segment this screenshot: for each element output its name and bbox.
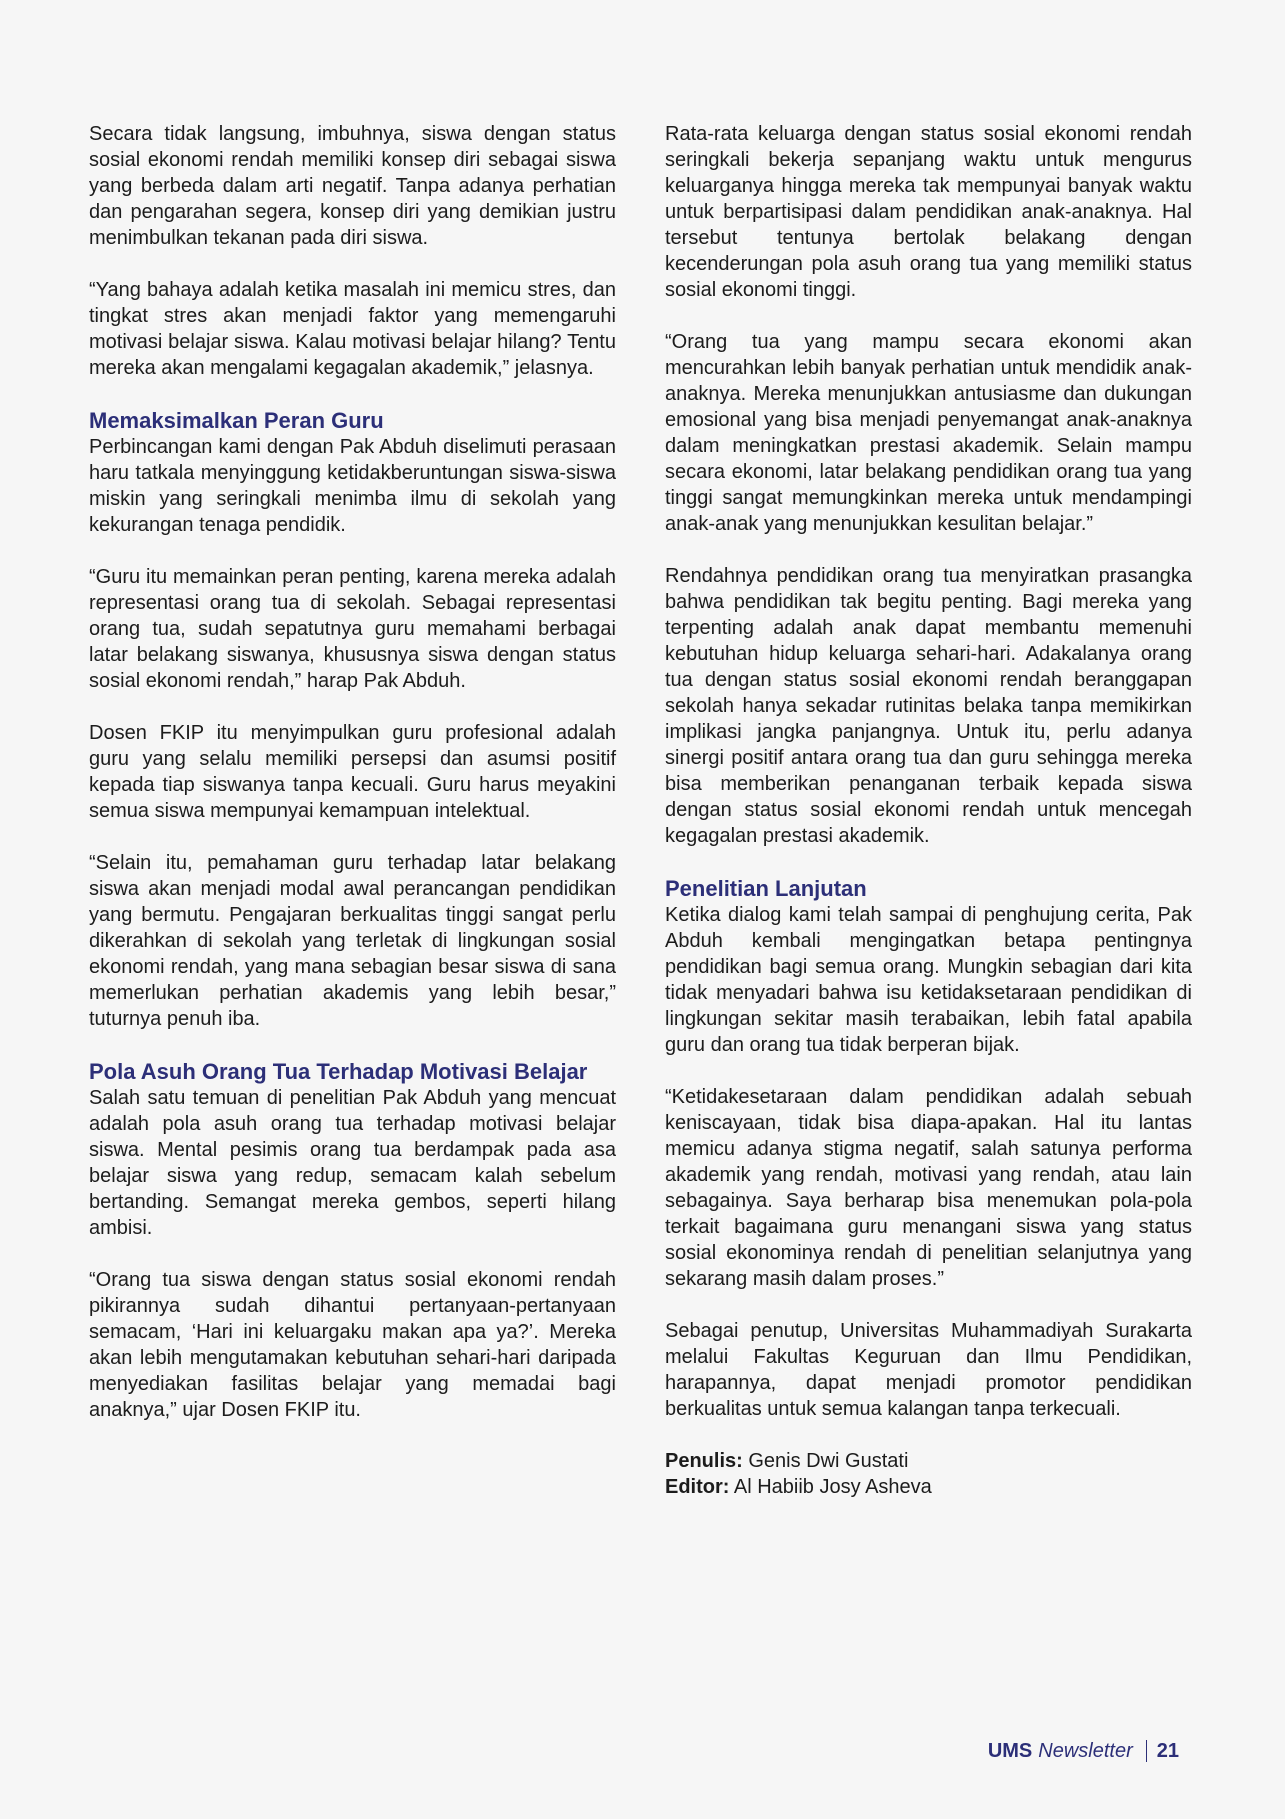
paragraph: Perbincangan kami dengan Pak Abduh diselimuti perasaan haru tatkala menyinggung ketidakberuntungan siswa-siswa miskin yang seringkali menimba ilmu di sekolah yang kekurangan tenaga pendidik. — [89, 436, 616, 536]
right-column — [665, 121, 1192, 1500]
paragraph: Rendahnya pendidikan orang tua menyiratkan prasangka bahwa pendidikan tak begitu penting. Bagi mereka yang terpenting adalah anak dapat membantu memenuhi kebutuhan hidup keluarga sehari-hari. Adakalanya orang tua dengan status sosial ekonomi rendah beranggapan sekolah hanya sekadar rutinitas belaka tanpa memikirkan implikasi jangka panjangnya. Untuk itu, perlu adanya sinergi positif antara orang tua dan guru sehingga mereka bisa memberikan penanganan terbaik kepada siswa dengan status sosial ekonomi rendah untuk mencegah kegagalan prestasi akademik. — [665, 565, 1192, 847]
section-heading: Pola Asuh Orang Tua Terhadap Motivasi Belajar — [89, 1059, 588, 1084]
paragraph: Secara tidak langsung, imbuhnya, siswa dengan status sosial ekonomi rendah memiliki konsep diri sebagai siswa yang berbeda dalam arti negatif. Tanpa adanya perhatian dan pengarahan segera, konsep diri yang demikian justru menimbulkan tekanan pada diri siswa. — [89, 123, 616, 249]
paragraph: “Selain itu, pemahaman guru terhadap latar belakang siswa akan menjadi modal awal perancangan pendidikan yang bermutu. Pengajaran berkualitas tinggi sangat perlu dikerahkan di sekolah yang terletak di lingkungan sosial ekonomi rendah, yang mana sebagian besar siswa di sana memerlukan perhatian akademis yang lebih besar,” tuturnya penuh iba. — [89, 852, 616, 1030]
section-heading: Memaksimalkan Peran Guru — [89, 408, 384, 433]
writer-label: Penulis: — [665, 1450, 743, 1472]
footer-newsletter: Newsletter — [1038, 1739, 1133, 1762]
paragraph: Sebagai penutup, Universitas Muhammadiyah Surakarta melalui Fakultas Keguruan dan Ilmu Pendidikan, harapannya, dapat menjadi promotor pendidikan berkualitas untuk semua kalangan tanpa terkecuali. — [665, 1320, 1192, 1420]
footer-divider — [1146, 1740, 1147, 1762]
paragraph: “Orang tua siswa dengan status sosial ekonomi rendah pikirannya sudah dihantui pertanyaan-pertanyaan semacam, ‘Hari ini keluargaku makan apa ya?’. Mereka akan lebih mengutamakan kebutuhan sehari-hari daripada menyediakan fasilitas belajar yang memadai bagi anaknya,” ujar Dosen FKIP itu. — [89, 1269, 616, 1421]
writer-credit — [665, 1448, 1192, 1474]
paragraph: Dosen FKIP itu menyimpulkan guru profesional adalah guru yang selalu memiliki persepsi dan asumsi positif kepada tiap siswanya tanpa kecuali. Guru harus meyakini semua siswa mempunyai kemampuan intelektual. — [89, 722, 616, 822]
page-number: 21 — [1156, 1739, 1179, 1762]
editor-credit — [665, 1474, 1192, 1500]
paragraph: “Ketidakesetaraan dalam pendidikan adalah sebuah keniscayaan, tidak bisa diapa-apakan. Hal itu lantas memicu adanya stigma negatif, salah satunya performa akademik yang rendah, motivasi yang rendah, atau lain sebagainya. Saya berharap bisa menemukan pola-pola terkait bagaimana guru menangani siswa yang status sosial ekonominya rendah di penelitian selanjutnya yang sekarang masih dalam proses.” — [665, 1086, 1192, 1290]
paragraph: Ketika dialog kami telah sampai di penghujung cerita, Pak Abduh kembali mengingatkan betapa pentingnya pendidikan bagi semua orang. Mungkin sebagian dari kita tidak menyadari bahwa isu ketidaksetaraan pendidikan di lingkungan sekitar masih terabaikan, lebih fatal apabila guru dan orang tua tidak berperan bijak. — [665, 904, 1192, 1056]
footer-brand: UMS — [987, 1739, 1033, 1762]
paragraph: Salah satu temuan di penelitian Pak Abduh yang mencuat adalah pola asuh orang tua terhadap motivasi belajar siswa. Mental pesimis orang tua berdampak pada asa belajar siswa yang redup, semacam kalah sebelum bertanding. Semangat mereka gembos, seperti hilang ambisi. — [89, 1087, 616, 1239]
paragraph: “Orang tua yang mampu secara ekonomi akan mencurahkan lebih banyak perhatian untuk mendidik anak-anaknya. Mereka menunjukkan antusiasme dan dukungan emosional yang bisa menjadi penyemangat anak-anaknya dalam meningkatkan prestasi akademik. Selain mampu secara ekonomi, latar belakang pendidikan orang tua yang tinggi sangat memungkinkan mereka untuk mendampingi anak-anak yang menunjukkan kesulitan belajar.” — [665, 331, 1192, 535]
paragraph: Rata-rata keluarga dengan status sosial ekonomi rendah seringkali bekerja sepanjang waktu untuk mengurus keluarganya hingga mereka tak mempunyai banyak waktu untuk berpartisipasi dalam pendidikan anak-anaknya. Hal tersebut tentunya bertolak belakang dengan kecenderungan pola asuh orang tua yang memiliki status sosial ekonomi tinggi. — [665, 123, 1192, 301]
section-heading: Penelitian Lanjutan — [665, 876, 867, 901]
paragraph: “Guru itu memainkan peran penting, karena mereka adalah representasi orang tua di sekolah. Sebagai representasi orang tua, sudah sepatutnya guru memahami berbagai latar belakang siswanya, khususnya siswa dengan status sosial ekonomi rendah,” harap Pak Abduh. — [89, 566, 616, 692]
paragraph: “Yang bahaya adalah ketika masalah ini memicu stres, dan tingkat stres akan menjadi faktor yang memengaruhi motivasi belajar siswa. Kalau motivasi belajar hilang? Tentu mereka akan mengalami kegagalan akademik,” jelasnya. — [89, 279, 616, 379]
page-footer — [988, 1737, 1179, 1765]
left-column — [89, 121, 616, 1449]
editor-label: Editor: — [665, 1476, 730, 1498]
editor-name: Al Habiib Josy Asheva — [729, 1476, 932, 1498]
writer-name: Genis Dwi Gustati — [742, 1450, 909, 1472]
